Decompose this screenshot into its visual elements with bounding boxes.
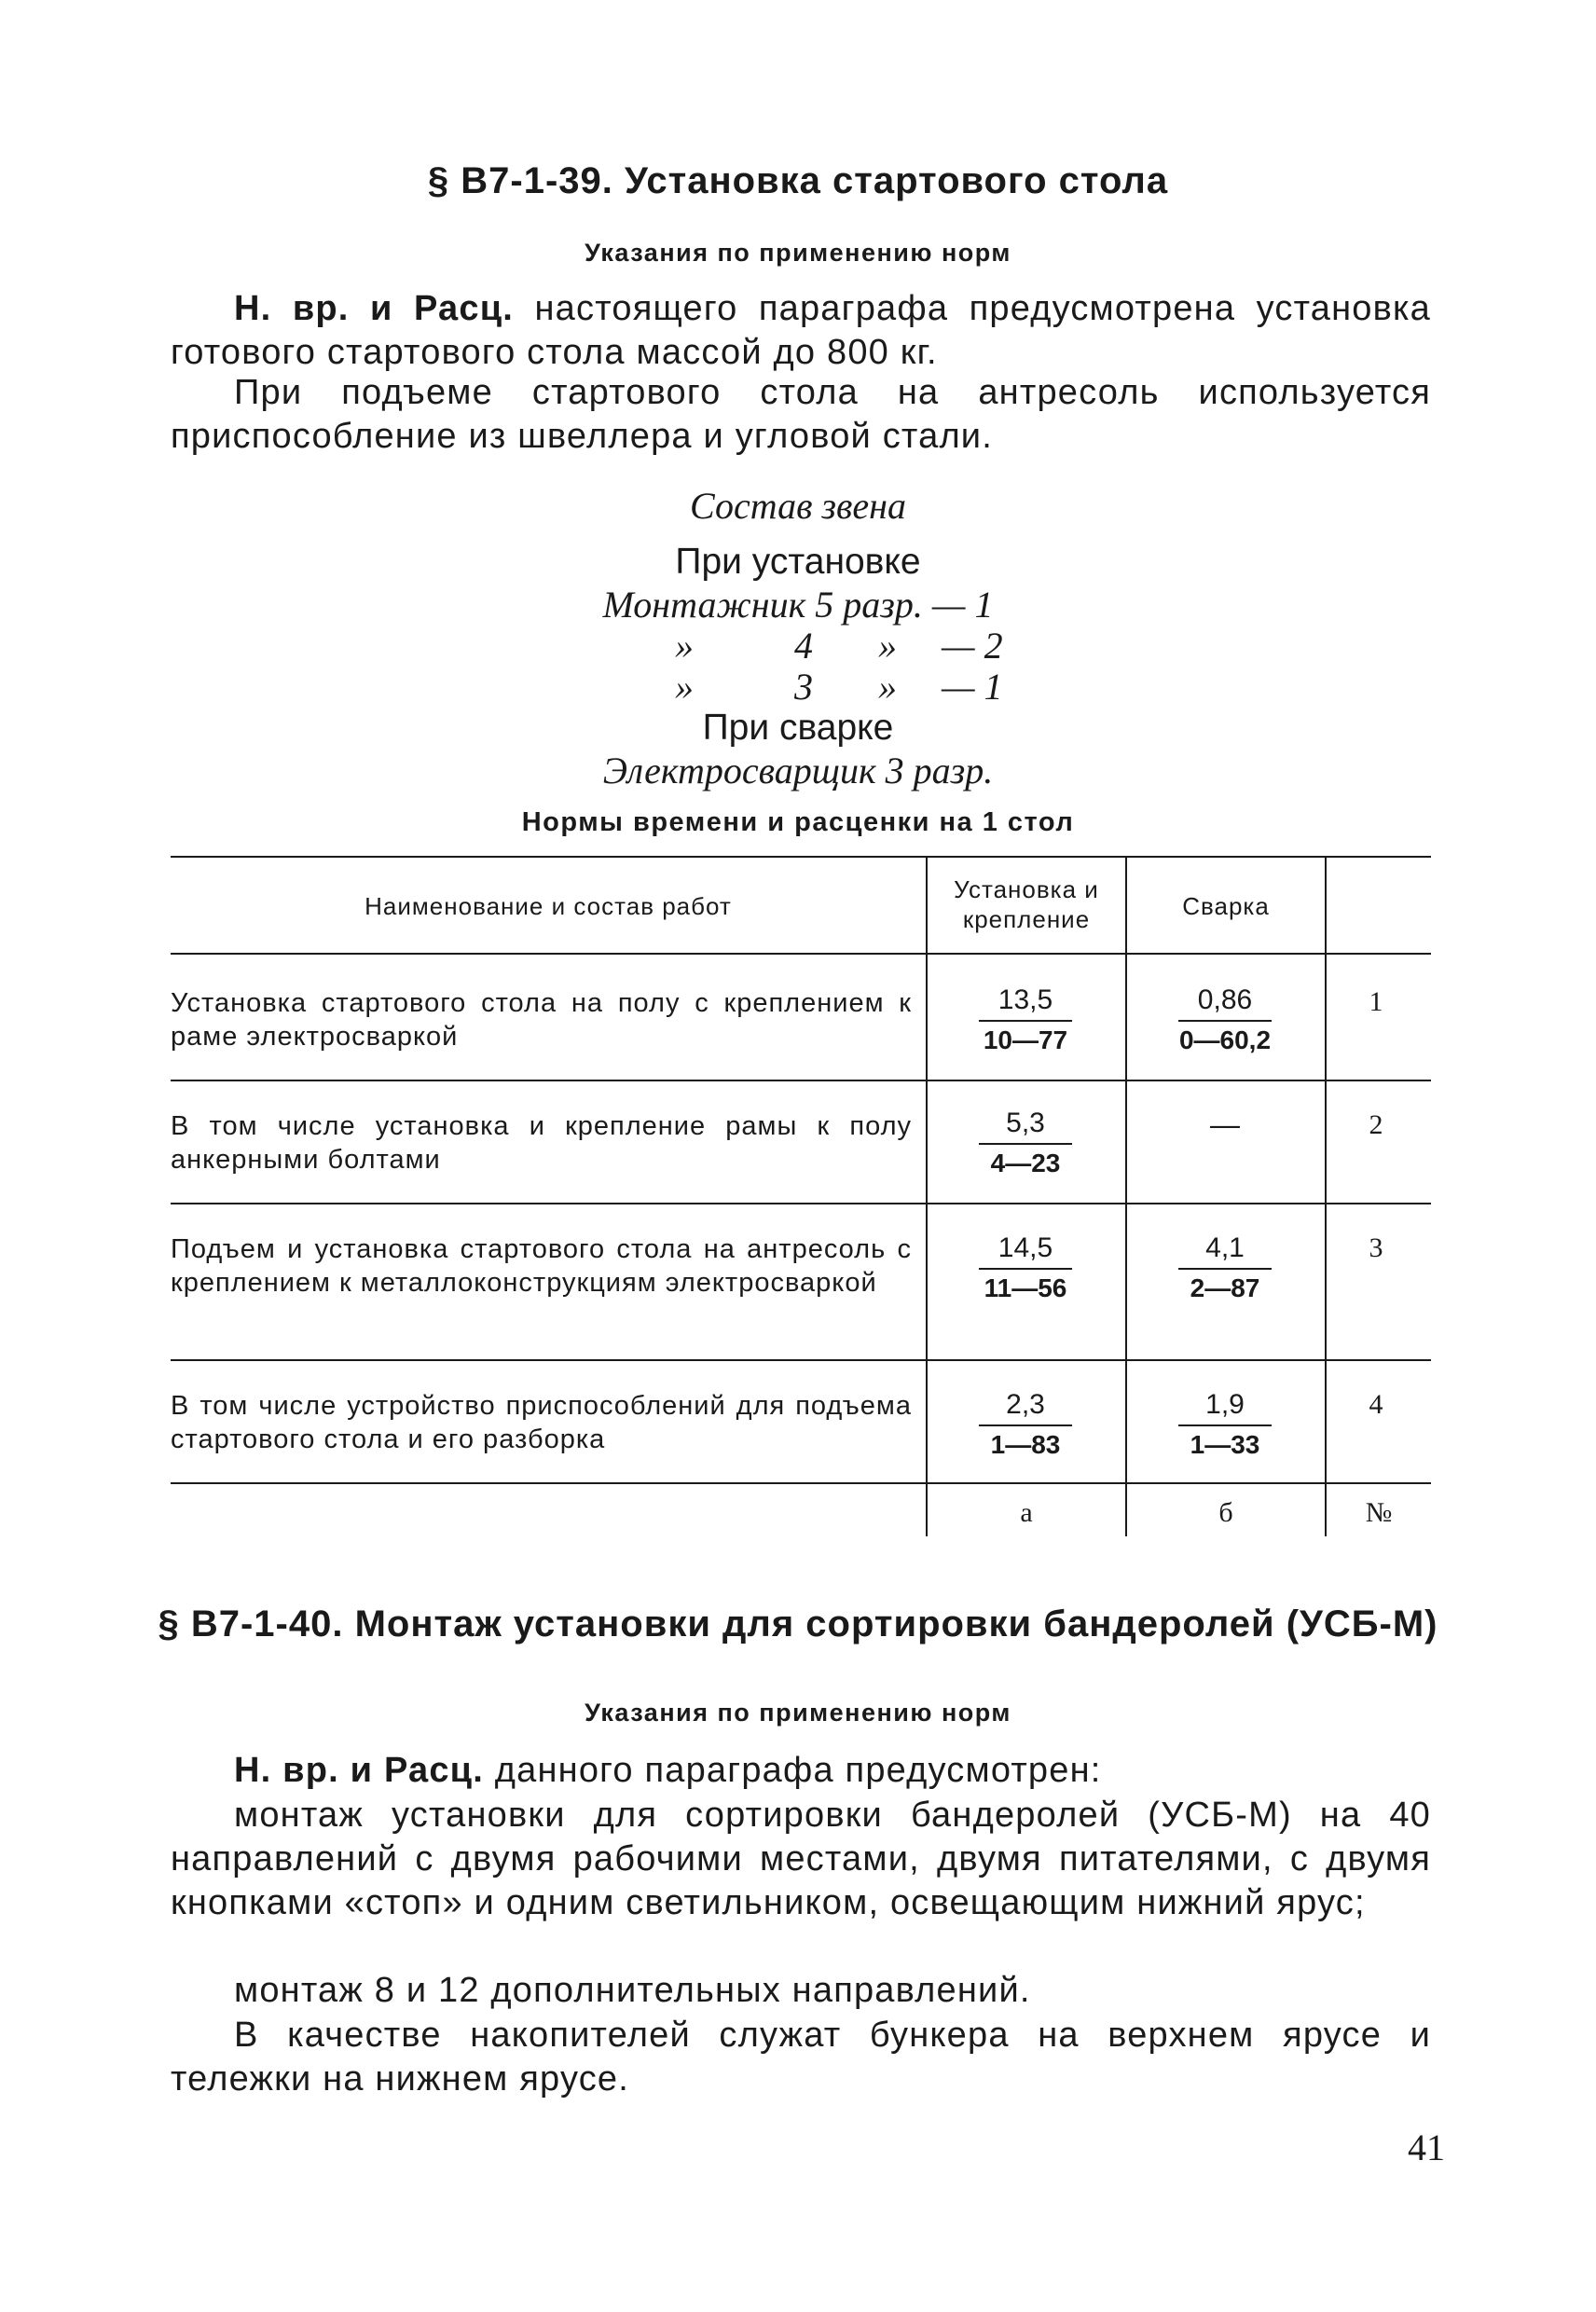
table-row-name: Установка стартового стола на полу с креплением к раме электросваркой [171, 988, 912, 1052]
paragraph [171, 287, 1431, 375]
rate: 4—23 [990, 1149, 1061, 1177]
paragraph-text: При подъеме стартового стола на антресоль используется приспособление из швеллера и угловой стали. [171, 373, 1431, 456]
fraction-bar [1178, 1020, 1272, 1022]
row-number: 4 [1369, 1389, 1383, 1420]
header-line: крепление [962, 905, 1091, 933]
install-norm [928, 1389, 1123, 1460]
ditto-mark: » [675, 625, 694, 667]
install-norm [928, 1232, 1123, 1303]
install-norm [928, 1108, 1123, 1178]
time-norm: 2,3 [1006, 1389, 1045, 1420]
rate: 1—33 [1190, 1430, 1260, 1459]
paragraph [171, 371, 1431, 459]
paragraph [171, 2014, 1431, 2101]
paragraph-text: В качестве накопителей служат бункера на верхнем ярусе и тележки на нижнем ярусе. [171, 2016, 1431, 2099]
crew-heading: Состав звена [689, 485, 906, 527]
column-code-b: б [1218, 1497, 1233, 1528]
norms-table [171, 856, 1431, 1536]
time-norm: 0,86 [1197, 984, 1253, 1015]
rate: 0—60,2 [1178, 1025, 1272, 1054]
paragraph [171, 1749, 1431, 1793]
paragraph-text: монтаж 8 и 12 дополнительных направлений. [234, 1971, 1031, 2010]
column-code-a: а [1020, 1497, 1033, 1528]
crew-weld-heading: При сварке [702, 708, 894, 748]
table-rule [171, 1482, 1431, 1484]
crew-count: — 1 [942, 666, 1003, 708]
table-rule [171, 1359, 1431, 1361]
table-rule [171, 856, 1431, 858]
table-rule [171, 1080, 1431, 1081]
header-line: Установка и [954, 875, 1099, 903]
ditto-mark: » [878, 666, 897, 708]
rate: 1—83 [990, 1430, 1061, 1459]
table-rule [1325, 856, 1327, 1536]
row-number: 3 [1369, 1232, 1383, 1263]
paragraph-text: монтаж установки для сортировки бандеролей (УСБ-М) на 40 направлений с двумя рабочими местами, двумя питателями, с двумя кнопками «стоп» и одним светильником, освещающим нижний ярус; [171, 1796, 1431, 1922]
crew-row: Электросварщик 3 разр. [602, 750, 994, 791]
crew-row: Монтажник 5 разр. — 1 [602, 584, 994, 626]
bold-term: Н. вр. и Расц. [234, 289, 515, 328]
rate: 2—87 [1190, 1273, 1260, 1302]
crew-count: — 2 [942, 625, 1003, 667]
row-number: 2 [1369, 1109, 1383, 1140]
fraction-bar [979, 1143, 1072, 1145]
column-header-install [928, 874, 1125, 934]
crew-install-heading: При установке [675, 542, 921, 582]
weld-norm [1127, 1232, 1323, 1303]
paragraph [171, 1794, 1431, 1925]
table-rule [171, 1203, 1431, 1204]
rate: 11—56 [984, 1273, 1067, 1302]
row-number: 1 [1369, 986, 1383, 1017]
table-row-name: Подъем и установка стартового стола на антресоль с креплением к металлоконструкциям электросваркой [171, 1234, 912, 1298]
paragraph-text: данного параграфа предусмотрен: [484, 1751, 1102, 1790]
section-title: § В7-1-39. Установка стартового стола [427, 160, 1169, 201]
fraction-bar [1178, 1268, 1272, 1270]
column-header-weld: Сварка [1182, 892, 1270, 920]
section-title: § В7-1-40. Монтаж установки для сортировки бандеролей (УСБ-М) [158, 1603, 1438, 1645]
notes-heading: Указания по применению норм [585, 239, 1011, 267]
page-number: 41 [1408, 2126, 1445, 2168]
time-norm: 13,5 [998, 984, 1053, 1015]
paragraph-text: настоящего параграфа предусмотрена установка готового стартового стола массой до 800 кг. [171, 289, 1431, 372]
crew-grade: 4 [794, 625, 813, 667]
column-header-name: Наименование и состав работ [365, 892, 732, 920]
fraction-bar [979, 1020, 1072, 1022]
fraction-bar [979, 1268, 1072, 1270]
fraction-bar [1178, 1424, 1272, 1426]
crew-grade: 3 [794, 666, 813, 708]
weld-norm [1127, 984, 1323, 1055]
weld-norm [1127, 1389, 1323, 1460]
time-norm: 4,1 [1205, 1232, 1245, 1263]
fraction-bar [979, 1424, 1072, 1426]
column-code-no: № [1365, 1497, 1393, 1528]
ditto-mark: » [675, 666, 694, 708]
paragraph [171, 1969, 1431, 2013]
time-norm: 1,9 [1205, 1389, 1245, 1420]
table-title: Нормы времени и расценки на 1 стол [521, 807, 1075, 837]
table-row-name: В том числе установка и крепление рамы к полу анкерными болтами [171, 1111, 912, 1175]
notes-heading: Указания по применению норм [585, 1699, 1011, 1727]
time-norm: 14,5 [998, 1232, 1053, 1263]
bold-term: Н. вр. и Расц. [234, 1751, 484, 1790]
rate: 10—77 [983, 1025, 1068, 1054]
empty-dash: — [1210, 1108, 1240, 1141]
ditto-mark: » [878, 625, 897, 667]
time-norm: 5,3 [1006, 1108, 1045, 1138]
table-rule [171, 953, 1431, 955]
install-norm [928, 984, 1123, 1055]
table-row-name: В том числе устройство приспособлений для подъема стартового стола и его разборка [171, 1391, 912, 1454]
